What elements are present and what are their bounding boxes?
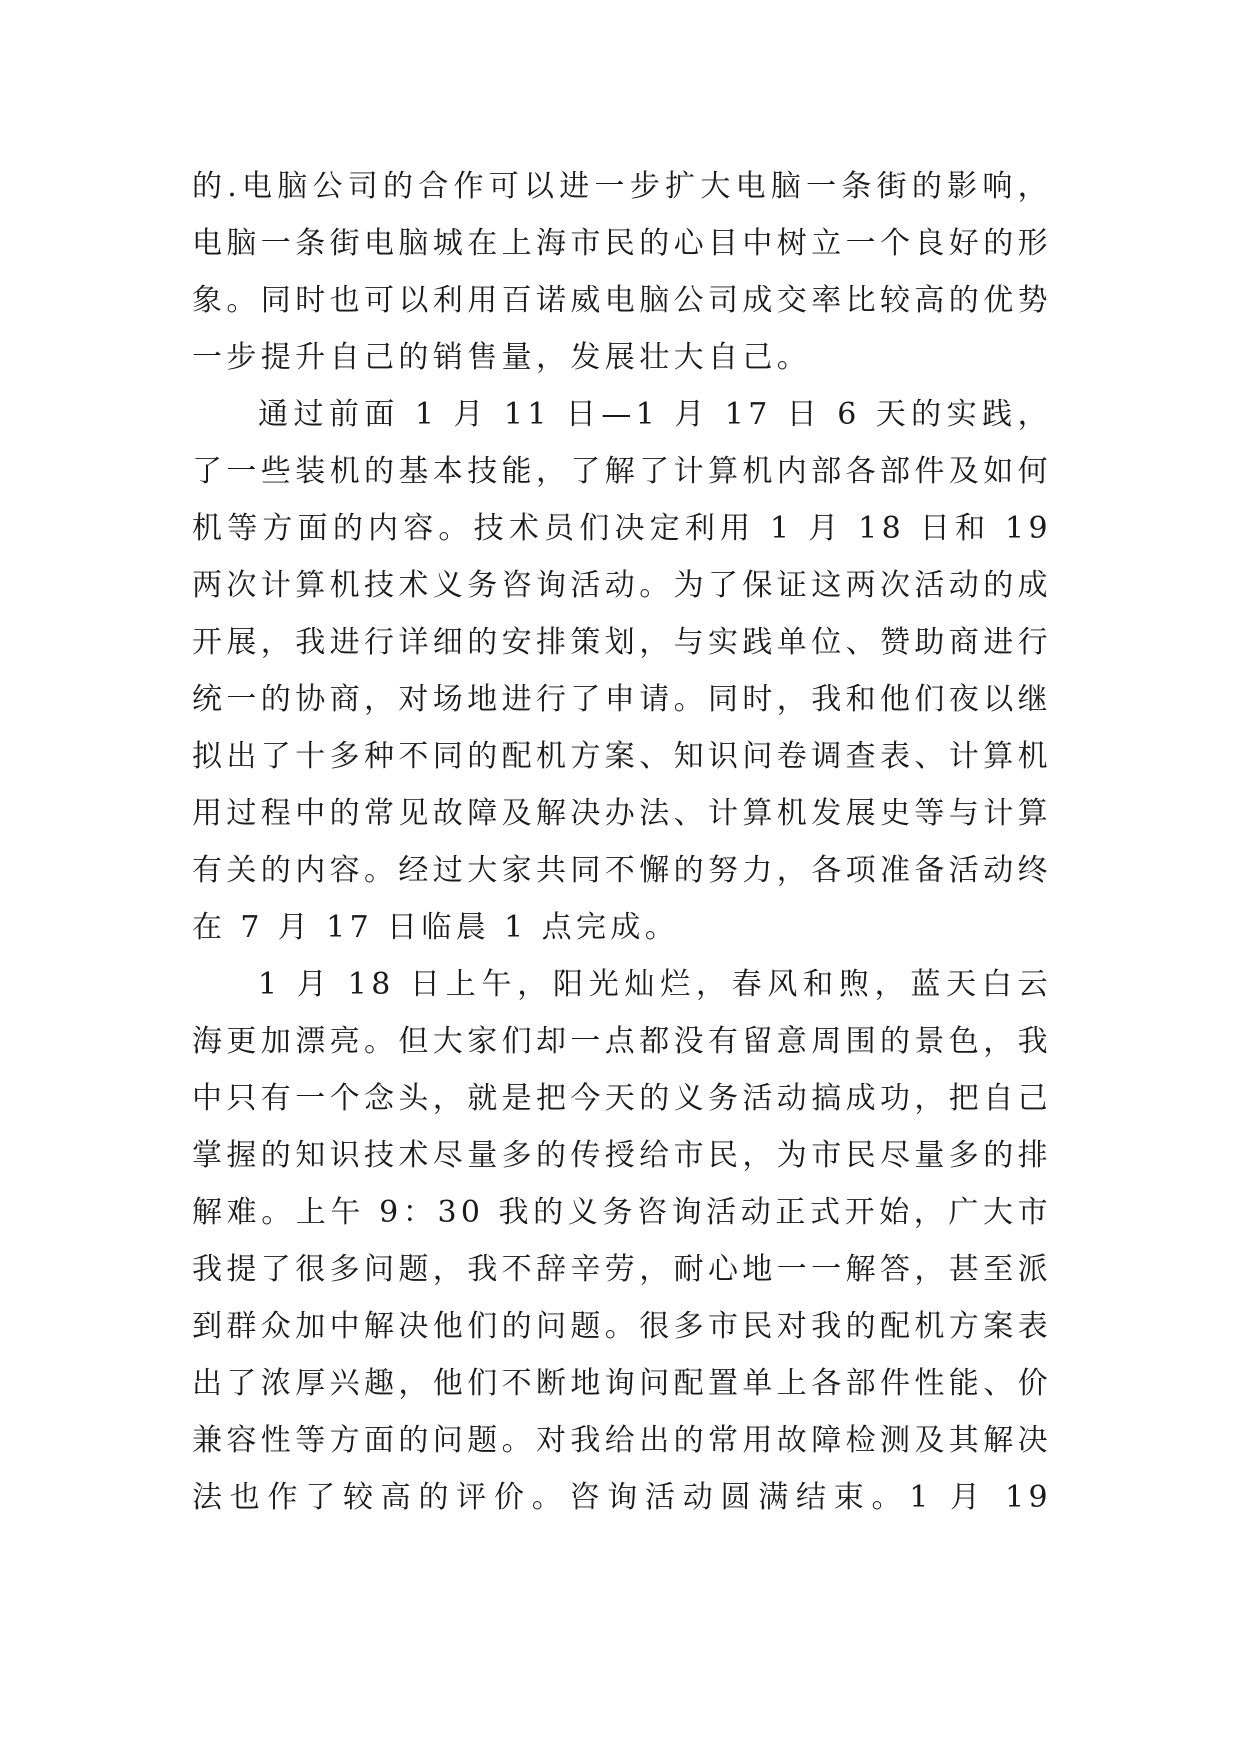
text-line: 兼容性等方面的问题。对我给出的常用故障检测及其解决 (192, 1423, 1052, 1458)
text-line: 出了浓厚兴趣，他们不断地询问配置单上各部件性能、价 (192, 1366, 1052, 1401)
paragraph-3 (192, 956, 1052, 1526)
text-line: 象。同时也可以利用百诺威电脑公司成交率比较高的优势 (192, 283, 1052, 318)
text-line: 有关的内容。经过大家共同不懈的努力，各项准备活动终 (192, 853, 1052, 888)
text-line: 海更加漂亮。但大家们却一点都没有留意周围的景色，我 (192, 1024, 1052, 1059)
text-line: 掌握的知识技术尽量多的传授给市民，为市民尽量多的排 (192, 1138, 1052, 1173)
text-line: 拟出了十多种不同的配机方案、知识问卷调查表、计算机 (192, 739, 1052, 774)
text-line: 法也作了较高的评价。咨询活动圆满结束。1 月 19 (192, 1480, 1052, 1515)
text-line: 1 月 18 日上午，阳光灿烂，春风和煦，蓝天白云 (258, 967, 1052, 1002)
text-line: 的.电脑公司的合作可以进一步扩大电脑一条街的影响， (192, 169, 1052, 204)
text-line: 两次计算机技术义务咨询活动。为了保证这两次活动的成 (192, 568, 1052, 603)
text-line: 机等方面的内容。技术员们决定利用 1 月 18 日和 19 (192, 511, 1052, 546)
text-line: 中只有一个念头，就是把今天的义务活动搞成功，把自己 (192, 1081, 1052, 1116)
text-line: 解难。上午 9：30 我的义务咨询活动正式开始，广大市 (192, 1195, 1052, 1230)
text-line: 在 7 月 17 日临晨 1 点完成。 (192, 910, 680, 945)
text-line: 统一的协商，对场地进行了申请。同时，我和他们夜以继 (192, 682, 1052, 717)
text-line: 开展，我进行详细的安排策划，与实践单位、赞助商进行 (192, 625, 1052, 660)
paragraph-2 (192, 386, 1052, 956)
text-line: 到群众加中解决他们的问题。很多市民对我的配机方案表 (192, 1309, 1052, 1344)
text-line: 电脑一条街电脑城在上海市民的心目中树立一个良好的形 (192, 226, 1052, 261)
text-line: 一步提升自己的销售量，发展壮大自己。 (192, 340, 812, 375)
text-line: 通过前面 1 月 11 日—1 月 17 日 6 天的实践， (258, 397, 1052, 432)
text-line: 我提了很多问题，我不辞辛劳，耐心地一一解答，甚至派 (192, 1252, 1052, 1287)
paragraph-1 (192, 158, 1052, 386)
text-line: 用过程中的常见故障及解决办法、计算机发展史等与计算 (192, 796, 1052, 831)
body-text (192, 158, 1052, 1526)
text-line: 了一些装机的基本技能，了解了计算机内部各部件及如何 (192, 454, 1052, 489)
